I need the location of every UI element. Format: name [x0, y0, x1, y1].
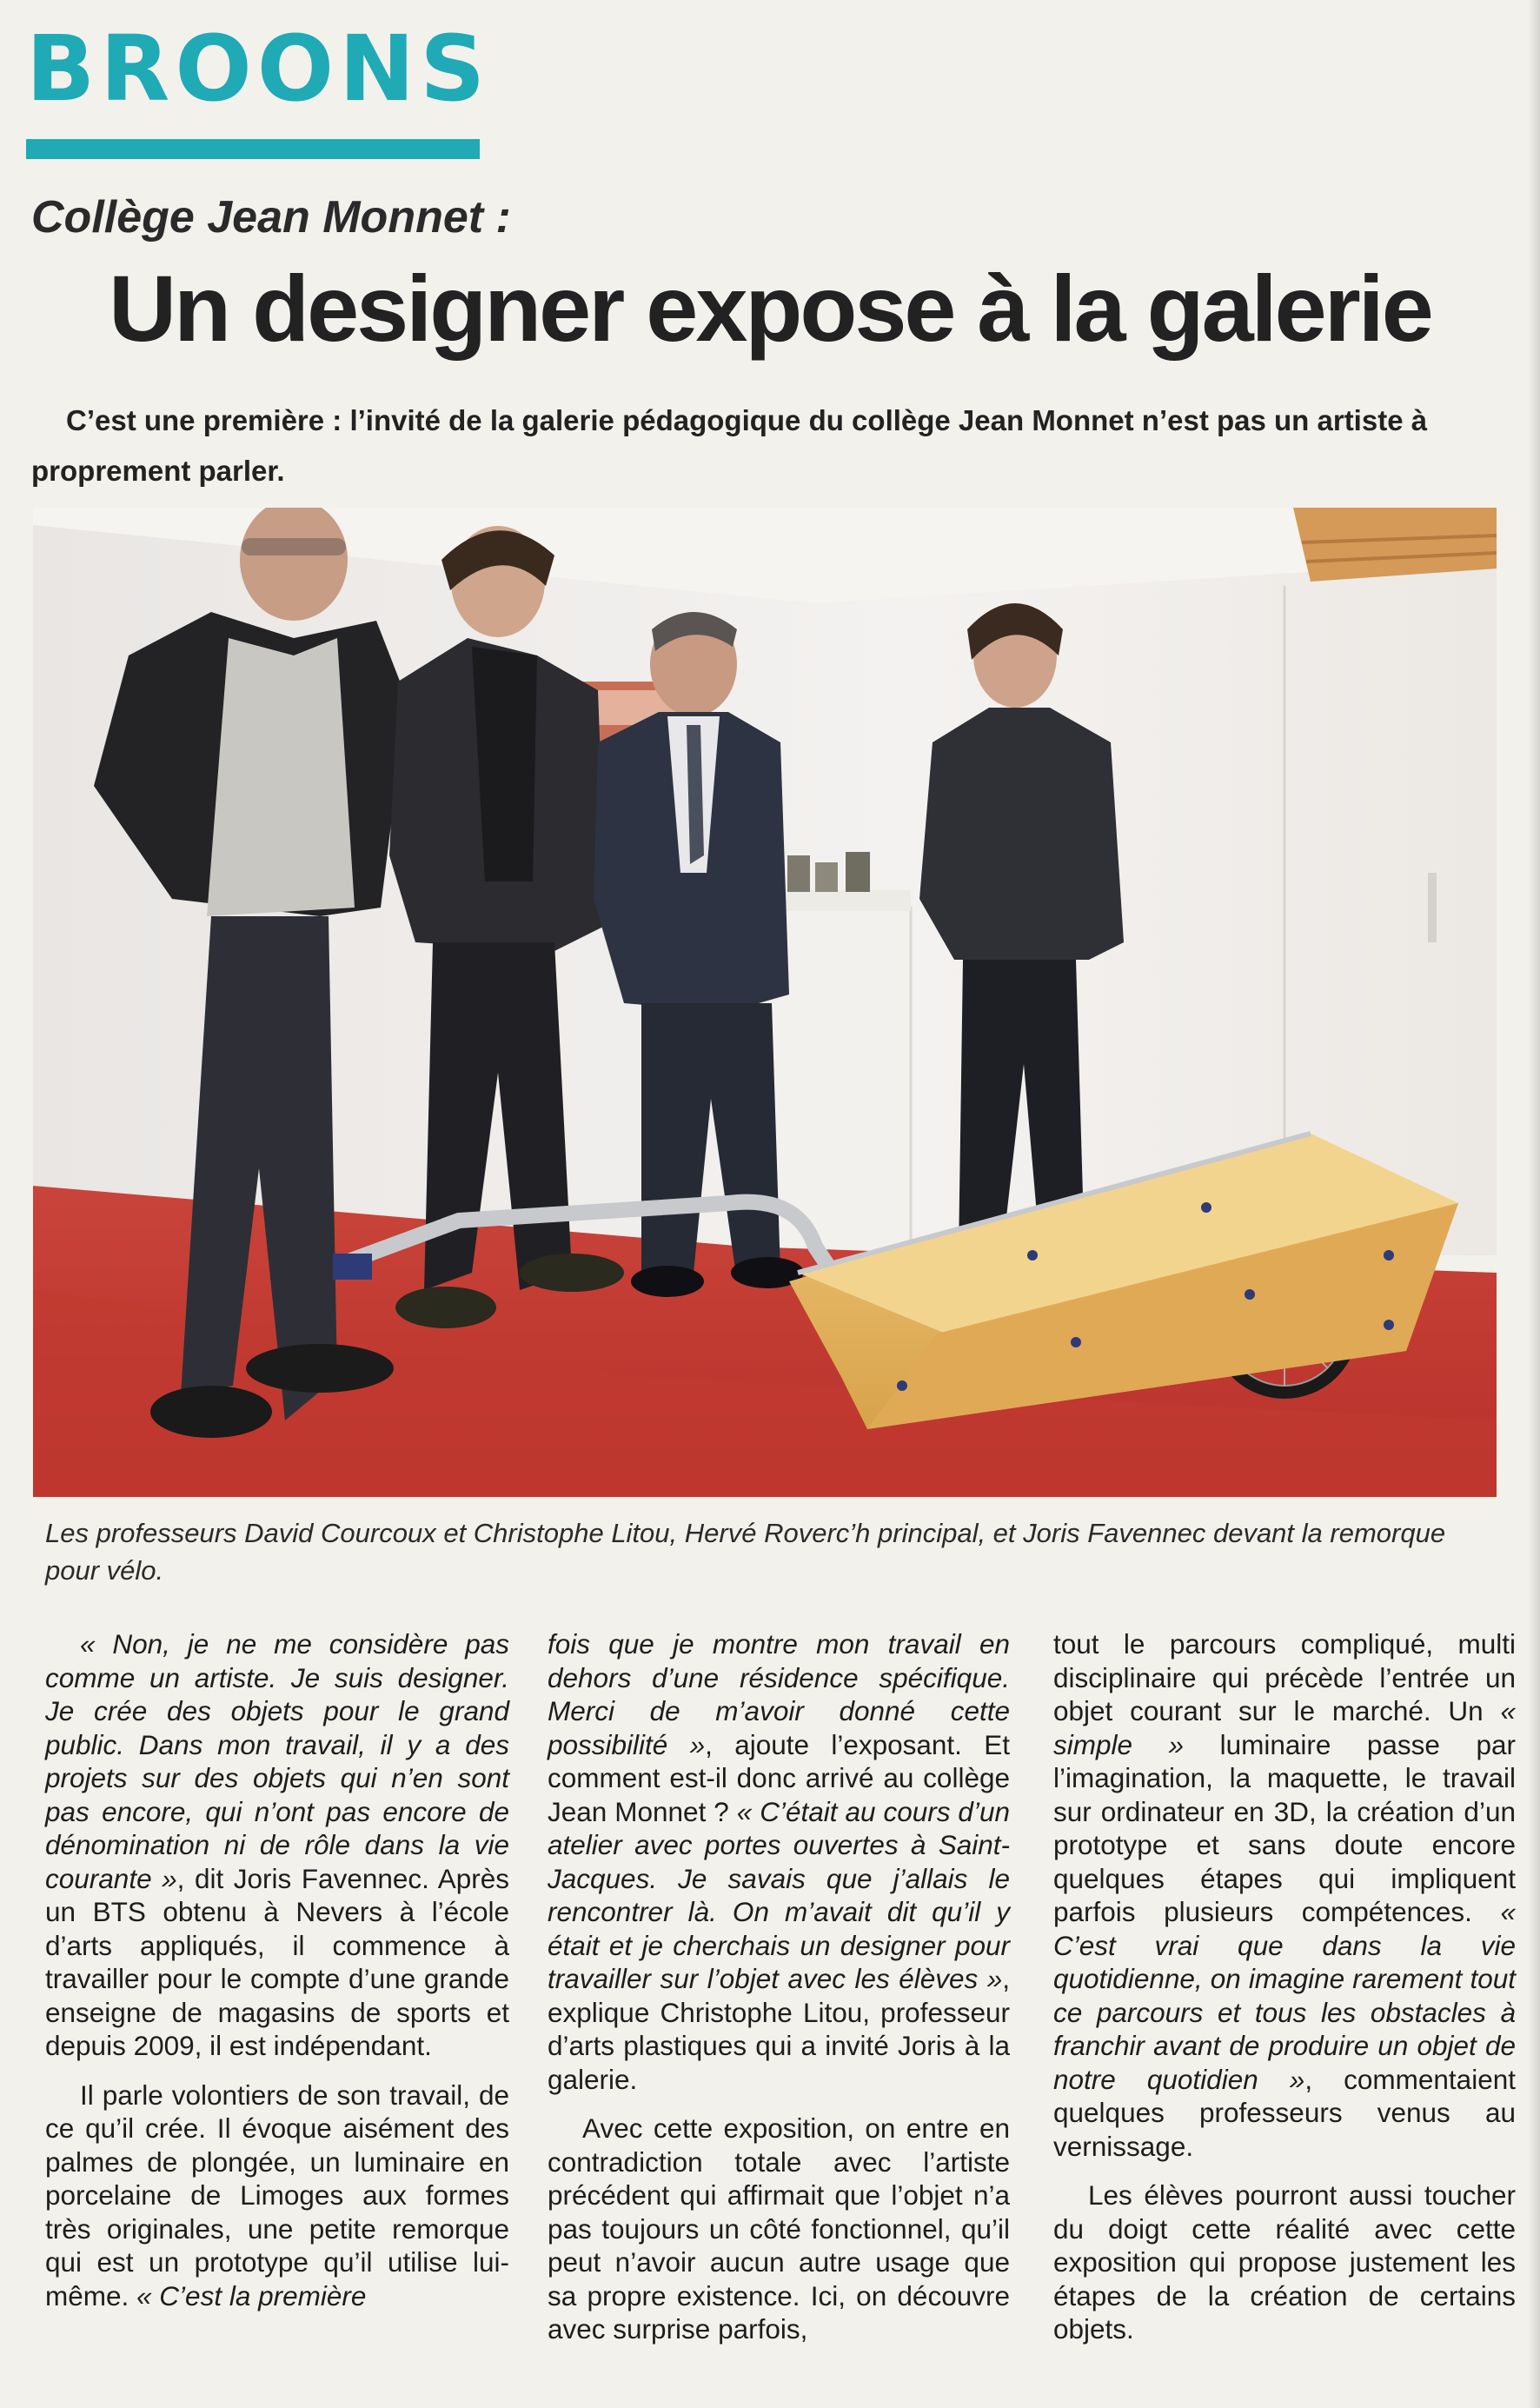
- quote-text: « C’était au cours d’un atelier avec portes ouvertes à Saint-Jacques. Je savais que j’allais le rencontrer là. On m’avait dit qu’il y était et je cherchais un designer pour travailler sur l’objet avec les élèves »: [548, 1795, 1010, 1994]
- quote-text: « Non, je ne me considère pas comme un artiste. Je suis designer. Je crée des objets pour le grand public. Dans mon travail, il y a des projets sur des objets qui n’en sont pas encore, qui n’ont pas encore de dénomination ni de rôle dans la vie courante »: [45, 1628, 509, 1894]
- article-lede: C’est une première : l’invité de la galerie pédagogique du collège Jean Monnet n’est pas un artiste à proprement parler.: [31, 404, 1428, 487]
- paragraph: [45, 1627, 509, 2063]
- quote-text: « C’est la première: [136, 2279, 367, 2312]
- body-text: tout le parcours compliqué, multi disciplinaire qui précède l’entrée un objet courant sur le marché. Un: [1053, 1628, 1516, 1726]
- body-text: , dit Joris Favennec. Après un BTS obtenu à Nevers à l’école d’arts appliqués, il commence à travailler pour le compte d’une grande enseigne de magasins de sports et depuis 2009, il est indépendant.: [45, 1862, 510, 2061]
- paragraph: [548, 1627, 1010, 2096]
- section-rule: [26, 139, 480, 159]
- paragraph: [548, 2112, 1010, 2346]
- article-kicker: Collège Jean Monnet :: [31, 192, 511, 243]
- section-header: [26, 16, 491, 148]
- article-photo: [33, 508, 1497, 1497]
- paragraph: [1053, 1627, 1516, 2163]
- quote-text: fois que je montre mon travail en dehors d’une résidence spécifique. Merci de m’avoir donné cette possibilité »: [548, 1628, 1010, 1760]
- body-column-3: [1053, 1627, 1516, 2362]
- quote-text: « simple »: [1053, 1695, 1516, 1760]
- quote-text: « C’est vrai que dans la vie quotidienne, on imagine rarement tout ce parcours et tous les obstacles à franchir avant de produire un objet de notre quotidien »: [1053, 1896, 1516, 2095]
- body-text: , commentaient quelques professeurs venus au vernissage.: [1053, 2063, 1516, 2162]
- paragraph: [45, 2079, 509, 2313]
- body-column-1: [45, 1627, 509, 2328]
- article-headline: Un designer expose à la galerie: [109, 256, 1431, 361]
- body-text: Les élèves pourront aussi toucher du doigt cette réalité avec cette exposition qui propose justement les étapes de la création de certains objets.: [1053, 2179, 1516, 2345]
- section-title: BROONS: [26, 16, 491, 122]
- body-text: , ajoute l’exposant. Et comment est-il donc arrivé au collège Jean Monnet ?: [548, 1728, 1010, 1827]
- paragraph: [1053, 2179, 1516, 2346]
- photo-illustration: [33, 508, 1497, 1497]
- body-text: Avec cette exposition, on entre en contradiction totale avec l’artiste précédent qui affirmait que l’objet n’a pas toujours un côté fonctionnel, qu’il peut n’avoir aucun autre usage que sa propre existence. Ici, on découvre avec surprise parfois,: [548, 2112, 1010, 2345]
- body-text: luminaire passe par l’imagination, la maquette, le travail sur ordinateur en 3D, la création d’un prototype et sans doute encore quelques étapes qui impliquent parfois plusieurs compétences.: [1053, 1728, 1516, 1927]
- photo-caption: Les professeurs David Courcoux et Christophe Litou, Hervé Roverc’h principal, et Joris Favennec devant la remorque pour vélo.: [45, 1518, 1446, 1586]
- body-text: Il parle volontiers de son travail, de ce qu’il crée. Il évoque aisément des palmes de plongée, un luminaire en porcelaine de Limoges aux formes très originales, une petite remorque qui est un prototype qu’il utilise lui-même.: [45, 2079, 509, 2312]
- body-text: , explique Christophe Litou, professeur d’arts plastiques qui a invité Joris à la galerie.: [548, 1963, 1010, 2095]
- body-column-2: [548, 1627, 1010, 2362]
